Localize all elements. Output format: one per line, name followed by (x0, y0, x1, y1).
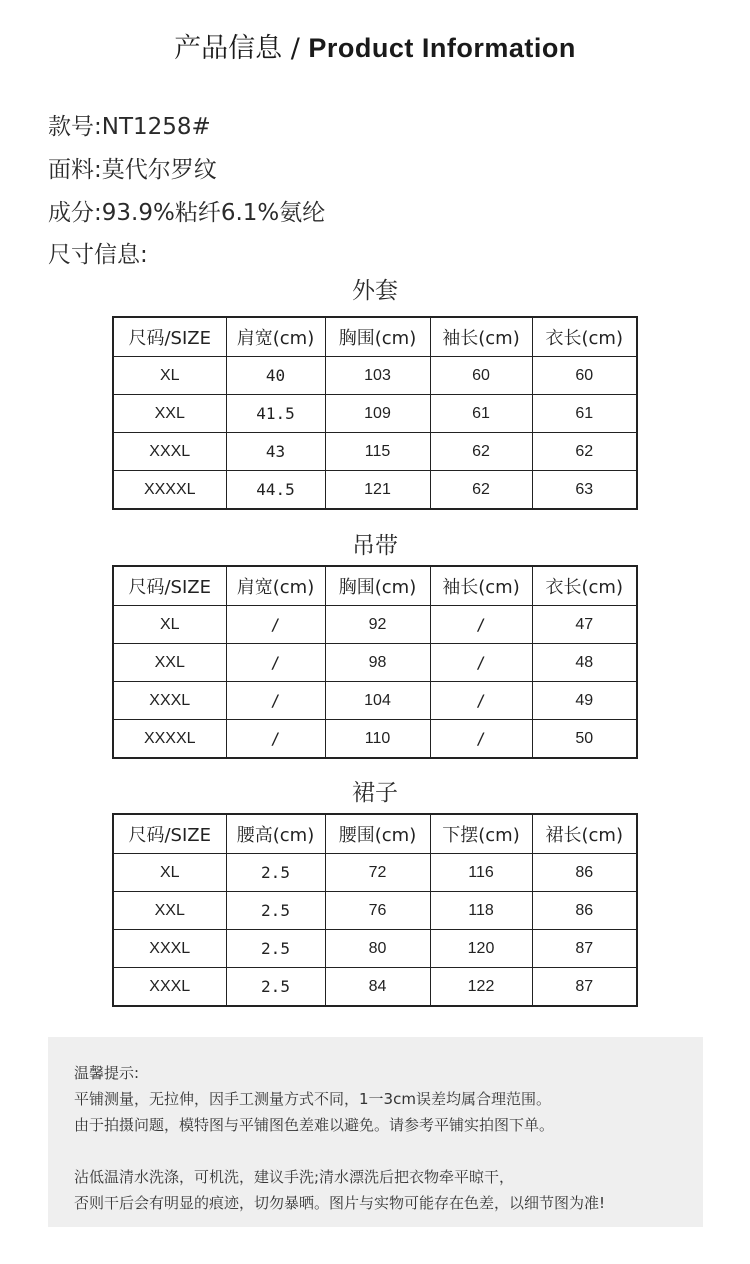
table-cell: 121 (325, 471, 430, 510)
header-separator: / (282, 33, 309, 64)
table-row (113, 930, 637, 968)
table-cell: XL (113, 357, 226, 395)
size-table-skirt (112, 813, 638, 1007)
table-cell: 63 (532, 471, 637, 510)
table-cell: XXXL (113, 930, 226, 968)
table-cell: XXL (113, 644, 226, 682)
table-cell: 50 (532, 720, 637, 759)
care-notes-box (48, 1037, 703, 1227)
table-cell: / (430, 682, 532, 720)
table-cell: 104 (325, 682, 430, 720)
header-cell: 胸围(cm) (325, 566, 430, 606)
table-cell: 61 (532, 395, 637, 433)
table-cell: 43 (226, 433, 325, 471)
table-cell: / (226, 606, 325, 644)
table-row (113, 395, 637, 433)
table-cell: / (430, 644, 532, 682)
table-cell: XXXL (113, 433, 226, 471)
table-cell: 115 (325, 433, 430, 471)
header-cell: 腰高(cm) (226, 814, 325, 854)
table-cell: / (226, 682, 325, 720)
table-header-row (113, 814, 637, 854)
table-cell: / (430, 606, 532, 644)
table-cell: 2.5 (226, 930, 325, 968)
table-cell: 72 (325, 854, 430, 892)
notes-line: 沾低温清水洗涤，可机洗，建议手洗;清水漂洗后把衣物牵平晾干， (74, 1168, 515, 1186)
notes-line: 由于拍摄问题，模特图与平铺图色差难以避免。请参考平铺实拍图下单。 (74, 1116, 555, 1134)
table-cell: XXXXL (113, 720, 226, 759)
table-cell: 61 (430, 395, 532, 433)
notes-line: 否则干后会有明显的痕迹，切勿暴晒。图片与实物可能存在色差，以细节图为准! (74, 1194, 606, 1212)
table-cell: 60 (532, 357, 637, 395)
header-cell: 衣长(cm) (532, 317, 637, 357)
table-cell: 110 (325, 720, 430, 759)
table-cell: XL (113, 854, 226, 892)
size-info-label: 尺寸信息: (48, 242, 148, 268)
table-cell: XXL (113, 395, 226, 433)
table-cell: 2.5 (226, 892, 325, 930)
table-cell: / (226, 720, 325, 759)
table-cell: 62 (532, 433, 637, 471)
table-header-row (113, 317, 637, 357)
table-cell: 2.5 (226, 968, 325, 1007)
section-title-camisole: 吊带 (352, 533, 398, 559)
table-cell: 62 (430, 433, 532, 471)
fabric-info: 面料:莫代尔罗纹 (48, 157, 217, 183)
table-cell: 60 (430, 357, 532, 395)
table-header-row (113, 566, 637, 606)
table-row (113, 606, 637, 644)
table-row (113, 854, 637, 892)
table-cell: 92 (325, 606, 430, 644)
section-title-skirt: 裙子 (352, 780, 398, 806)
size-table-jacket (112, 316, 638, 510)
table-row (113, 357, 637, 395)
table-cell: 120 (430, 930, 532, 968)
table-cell: 44.5 (226, 471, 325, 510)
table-cell: 122 (430, 968, 532, 1007)
table-cell: 48 (532, 644, 637, 682)
table-cell: 2.5 (226, 854, 325, 892)
header-title-cn: 产品信息 (174, 33, 283, 64)
size-table-camisole (112, 565, 638, 759)
header-cell: 尺码/SIZE (113, 566, 226, 606)
header-title-en: Product Information (308, 33, 576, 63)
notes-title: 温馨提示: (74, 1064, 140, 1082)
header-cell: 肩宽(cm) (226, 317, 325, 357)
table-row (113, 433, 637, 471)
section-title-jacket: 外套 (352, 278, 398, 304)
table-cell: 84 (325, 968, 430, 1007)
table-cell: / (226, 644, 325, 682)
header-cell: 下摆(cm) (430, 814, 532, 854)
table-cell: XXL (113, 892, 226, 930)
header-cell: 肩宽(cm) (226, 566, 325, 606)
table-cell: 62 (430, 471, 532, 510)
table-cell: 47 (532, 606, 637, 644)
header-cell: 裙长(cm) (532, 814, 637, 854)
table-cell: 109 (325, 395, 430, 433)
table-cell: 98 (325, 644, 430, 682)
table-cell: XXXL (113, 682, 226, 720)
table-cell: XXXL (113, 968, 226, 1007)
table-row (113, 720, 637, 759)
table-cell: XL (113, 606, 226, 644)
header-cell: 腰围(cm) (325, 814, 430, 854)
table-cell: XXXXL (113, 471, 226, 510)
header-cell: 袖长(cm) (430, 317, 532, 357)
page-header (0, 26, 750, 65)
header-cell: 尺码/SIZE (113, 317, 226, 357)
table-cell: 49 (532, 682, 637, 720)
table-cell: 118 (430, 892, 532, 930)
table-cell: 103 (325, 357, 430, 395)
notes-line: 平铺测量，无拉伸，因手工测量方式不同，1一3cm误差均属合理范围。 (74, 1090, 551, 1108)
table-row (113, 471, 637, 510)
header-cell: 胸围(cm) (325, 317, 430, 357)
table-cell: 86 (532, 892, 637, 930)
table-row (113, 644, 637, 682)
header-cell: 衣长(cm) (532, 566, 637, 606)
table-cell: 41.5 (226, 395, 325, 433)
table-row (113, 682, 637, 720)
table-row (113, 968, 637, 1007)
composition-info: 成分:93.9%粘纤6.1%氨纶 (48, 200, 326, 226)
table-cell: / (430, 720, 532, 759)
table-cell: 87 (532, 968, 637, 1007)
table-cell: 40 (226, 357, 325, 395)
header-cell: 尺码/SIZE (113, 814, 226, 854)
model-number: 款号:NT1258# (48, 114, 211, 140)
header-cell: 袖长(cm) (430, 566, 532, 606)
table-cell: 116 (430, 854, 532, 892)
table-cell: 76 (325, 892, 430, 930)
table-cell: 87 (532, 930, 637, 968)
table-cell: 86 (532, 854, 637, 892)
table-row (113, 892, 637, 930)
table-cell: 80 (325, 930, 430, 968)
notes-spacer (74, 1138, 703, 1164)
